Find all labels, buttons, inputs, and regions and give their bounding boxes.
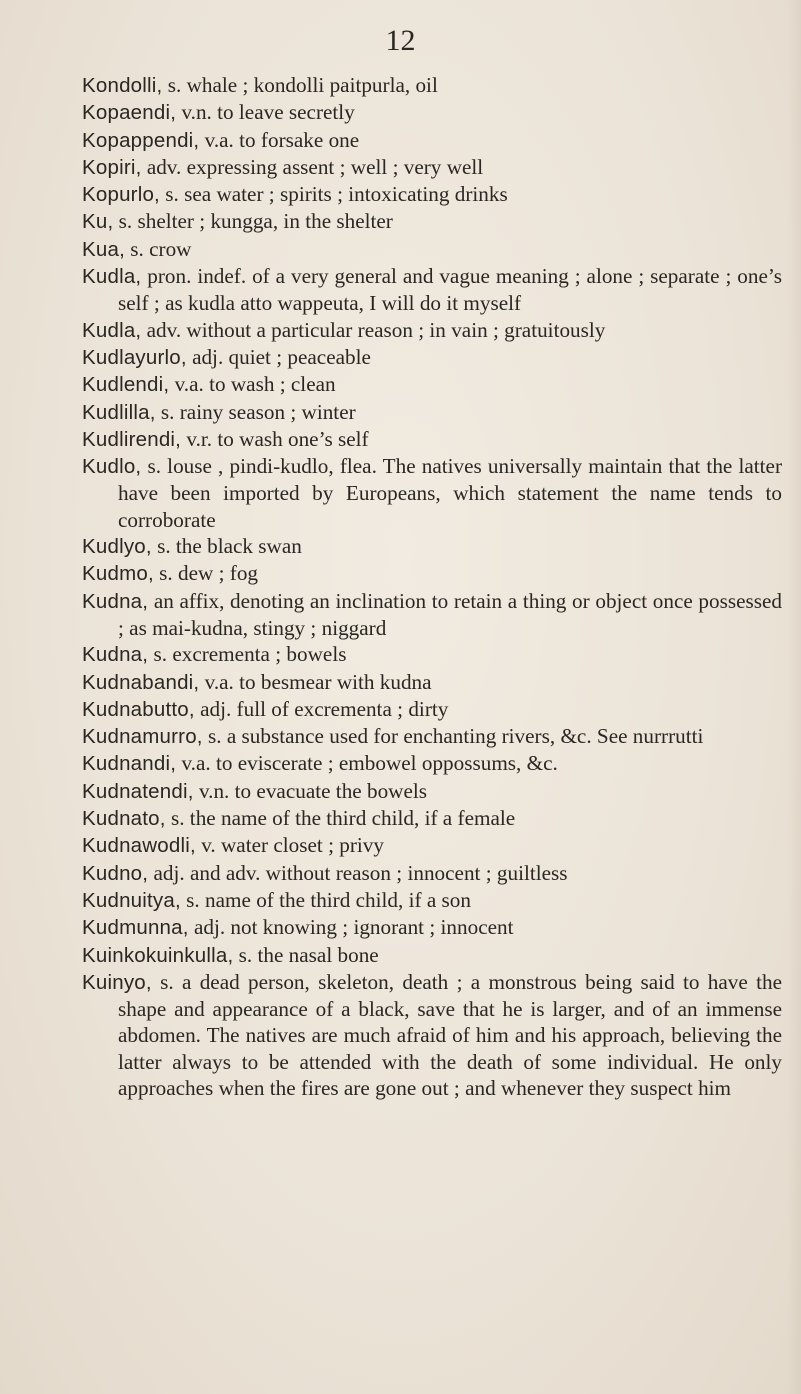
entry-definition: pron. indef. of a very general and vague meaning ; alone ; separate ; one’s self ; as kudla atto wappeuta, I will do it myself: [118, 264, 783, 316]
dictionary-entry: [82, 181, 782, 208]
entry-headword: Kuinkokuinkulla,: [82, 943, 234, 967]
entry-definition: s. name of the third child, if a son: [186, 887, 471, 912]
entry-definition: v.r. to wash one’s self: [186, 426, 369, 451]
dictionary-entry: [82, 127, 782, 154]
entry-definition: adv. expressing assent ; well ; very well: [146, 154, 484, 179]
dictionary-entry: [82, 588, 782, 642]
entry-definition: s. a substance used for enchanting rivers, &c. See nurrrutti: [208, 724, 704, 749]
entry-headword: Kua,: [82, 237, 125, 261]
entry-definition: s. louse , pindi-kudlo, flea. The natives universally maintain that the latter have been imported by Europeans, which statement the name tends to corroborate: [118, 454, 782, 532]
dictionary-entry: [82, 669, 782, 696]
entry-definition: v.a. to forsake one: [204, 127, 360, 152]
entry-definition: adj. and adv. without reason ; innocent ; guiltless: [153, 860, 568, 885]
entry-definition: s. rainy season ; winter: [160, 399, 356, 424]
dictionary-entry: [82, 399, 782, 426]
entry-headword: Kudlilla,: [82, 400, 156, 424]
entry-headword: Kopiri,: [82, 155, 142, 179]
entry-headword: Kudlayurlo,: [82, 345, 187, 369]
dictionary-entry: [82, 371, 782, 398]
entry-headword: Kondolli,: [82, 74, 163, 97]
entry-headword: Kudmunna,: [82, 916, 189, 940]
entry-definition: s. excrementa ; bowels: [153, 642, 347, 667]
entry-definition: v.n. to evacuate the bowels: [198, 778, 428, 803]
entry-definition: v.a. to eviscerate ; embowel oppossums, &c.: [181, 751, 558, 776]
dictionary-entry: [82, 969, 782, 1101]
dictionary-entry: [82, 208, 782, 235]
dictionary-entry: [82, 533, 782, 560]
entry-definition: adj. full of excrementa ; dirty: [200, 696, 449, 721]
dictionary-entry: [82, 154, 782, 181]
dictionary-entry: [82, 750, 782, 777]
dictionary-entry: [82, 263, 782, 317]
entry-headword: Kudnato,: [82, 807, 166, 831]
entry-headword: Kudla,: [82, 265, 142, 289]
entry-definition: s. shelter ; kungga, in the shelter: [118, 209, 393, 234]
dictionary-entry: [82, 453, 782, 533]
entry-headword: Kudnamurro,: [82, 725, 203, 749]
entry-definition: v. water closet ; privy: [201, 833, 384, 858]
dictionary-entry: [82, 942, 782, 969]
dictionary-entry: [82, 317, 782, 344]
page-number: 12: [385, 24, 416, 57]
dictionary-entry: [82, 860, 782, 887]
entry-headword: Kudlo,: [82, 455, 142, 479]
entry-definition: s. whale ; kondolli paitpurla, oil: [167, 73, 438, 97]
dictionary-entry: [82, 778, 782, 805]
entry-headword: Kudnawodli,: [82, 834, 196, 858]
dictionary-entry: [82, 72, 782, 99]
entry-headword: Kudla,: [82, 318, 142, 342]
entry-headword: Kudmo,: [82, 562, 154, 586]
entry-definition: s. the black swan: [157, 534, 302, 559]
entry-definition: s. the name of the third child, if a female: [170, 806, 516, 831]
entry-definition: adj. not knowing ; ignorant ; innocent: [193, 915, 514, 940]
entry-headword: Kudlirendi,: [82, 427, 182, 451]
dictionary-entry: [82, 832, 782, 859]
entry-definition: s. the nasal bone: [238, 942, 379, 967]
entry-definition: v.a. to besmear with kudna: [204, 669, 432, 694]
entry-headword: Kudna,: [82, 589, 149, 613]
dictionary-entry: [82, 236, 782, 263]
dictionary-entry: [82, 99, 782, 126]
entry-definition: an affix, denoting an inclination to retain a thing or object once possessed ; as mai-kudna, stingy ; niggard: [118, 588, 782, 640]
entry-definition: v.a. to wash ; clean: [174, 372, 336, 397]
dictionary-entry: [82, 641, 782, 668]
entry-definition: v.n. to leave secretly: [181, 100, 355, 125]
entry-headword: Kudnuitya,: [82, 888, 181, 912]
entry-headword: Kudnatendi,: [82, 779, 194, 803]
page-edge-shadow: [787, 0, 801, 1394]
dictionary-entries: [82, 72, 782, 1101]
entry-headword: Kudno,: [82, 861, 149, 885]
entry-headword: Kopaendi,: [82, 101, 177, 125]
dictionary-entry: [82, 696, 782, 723]
dictionary-entry: [82, 426, 782, 453]
entry-headword: Kudna,: [82, 643, 149, 667]
entry-headword: Kuinyo,: [82, 970, 152, 994]
entry-definition: s. crow: [130, 236, 192, 261]
dictionary-entry: [82, 887, 782, 914]
entry-headword: Kopappendi,: [82, 128, 200, 152]
dictionary-entry: [82, 805, 782, 832]
entry-definition: adv. without a particular reason ; in vain ; gratuitously: [146, 317, 606, 342]
dictionary-entry: [82, 914, 782, 941]
dictionary-entry: [82, 723, 782, 750]
entry-headword: Ku,: [82, 210, 114, 234]
entry-headword: Kudnabutto,: [82, 697, 195, 721]
entry-headword: Kopurlo,: [82, 183, 160, 207]
dictionary-entry: [82, 560, 782, 587]
entry-headword: Kudlyo,: [82, 535, 152, 559]
entry-headword: Kudnabandi,: [82, 670, 200, 694]
dictionary-entry: [82, 344, 782, 371]
entry-headword: Kudlendi,: [82, 373, 170, 397]
entry-definition: adj. quiet ; peaceable: [192, 344, 371, 369]
entry-headword: Kudnandi,: [82, 752, 177, 776]
entry-definition: s. sea water ; spirits ; intoxicating drinks: [165, 182, 508, 207]
entry-definition: s. dew ; fog: [159, 561, 259, 586]
entry-definition: s. a dead person, skeleton, death ; a monstrous being said to have the shape and appearance of a black, save that he is larger, and of an immense abdomen. The natives are much afraid of him and his approach, believing the latter always to be attended with the death of some individual. He only approaches when the fires are gone out ; and whenever they suspect him: [118, 969, 782, 1100]
